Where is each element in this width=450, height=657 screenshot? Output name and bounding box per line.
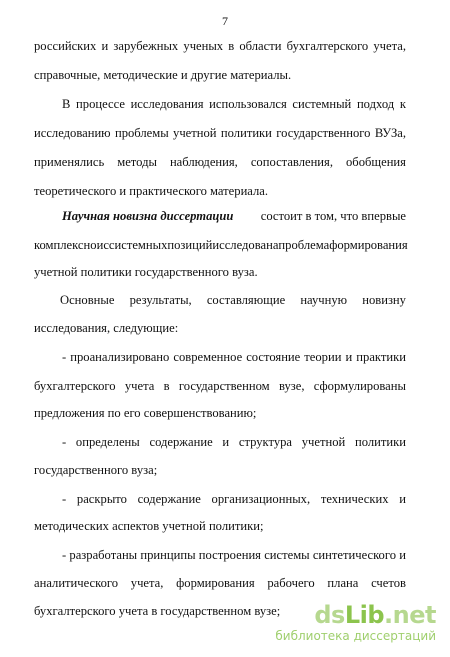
text-line-9: учетной политики государственного вуза. — [34, 265, 258, 279]
word: организационных, — [211, 492, 311, 506]
word: подход — [356, 97, 395, 111]
text-line-13 — [34, 378, 406, 394]
word: исследована — [212, 238, 279, 252]
text-line-12 — [62, 349, 406, 365]
word: системы — [264, 548, 310, 562]
text-line-6: теоретического и практического материала. — [34, 184, 269, 198]
word: учета — [124, 379, 155, 393]
logo-part-lib: Lib — [344, 601, 385, 629]
text-line-11: исследования, следующие: — [34, 321, 179, 335]
word: определены — [75, 435, 140, 449]
word: структура — [238, 435, 293, 449]
word: проблемы — [114, 126, 169, 140]
word: учета, — [130, 576, 164, 590]
word: обобщения — [346, 155, 406, 169]
text-line-16: государственного вуза; — [34, 463, 158, 477]
word: ВУЗа, — [374, 126, 406, 140]
text-line-3 — [62, 96, 406, 112]
word: - — [62, 350, 67, 364]
word: в — [163, 379, 170, 393]
word: теории — [304, 350, 342, 364]
word: сформулированы — [313, 379, 406, 393]
word: содержание — [137, 492, 201, 506]
word: области — [239, 39, 282, 53]
logo-part-net: .net — [384, 601, 436, 629]
dslib-watermark — [275, 603, 436, 643]
word: процессе — [76, 97, 125, 111]
word: проанализировано — [70, 350, 170, 364]
word: проблема — [278, 238, 330, 252]
word: использовался — [209, 97, 287, 111]
word: исследования — [130, 97, 204, 111]
word: вузе, — [278, 379, 305, 393]
word: рабочего — [267, 576, 315, 590]
word: технических — [320, 492, 389, 506]
word: результаты, — [129, 293, 192, 307]
text-line-20 — [34, 575, 406, 591]
word: комплексно — [34, 238, 97, 252]
word: современное — [173, 350, 243, 364]
word: и — [399, 492, 406, 506]
word: с — [103, 238, 109, 252]
word: государственном — [178, 379, 270, 393]
word: счетов — [371, 576, 406, 590]
page-number: 7 — [222, 14, 228, 28]
word: политики — [354, 435, 406, 449]
word: В — [62, 97, 71, 111]
word: научную — [300, 293, 348, 307]
text-line-5 — [34, 154, 406, 170]
novelty-heading: Научная новизна диссертации — [62, 209, 234, 223]
word: и — [222, 435, 230, 449]
word: российских — [34, 39, 97, 53]
word: зарубежных — [113, 39, 179, 53]
text-line-7 — [62, 208, 406, 224]
word: и — [101, 39, 109, 53]
text-line-17 — [62, 491, 406, 507]
word: применялись — [34, 155, 105, 169]
word: плана — [327, 576, 359, 590]
word: позиций — [167, 238, 213, 252]
word: содержание — [149, 435, 213, 449]
word: - — [62, 492, 67, 506]
word: в — [228, 39, 235, 53]
text-line-8 — [34, 237, 406, 253]
dslib-logo — [275, 603, 436, 627]
word: формирования — [176, 576, 255, 590]
text-line-21: бухгалтерского учета в государственном вузе; — [34, 604, 281, 618]
word: учетной — [173, 126, 217, 140]
text-line-4 — [34, 125, 406, 141]
word: ученых — [183, 39, 224, 53]
word: наблюдения, — [169, 155, 238, 169]
text-line-2: справочные, методические и другие материалы. — [34, 68, 292, 82]
word: новизну — [362, 293, 406, 307]
word: учета, — [373, 39, 406, 53]
text-line-1 — [34, 38, 406, 54]
word: бухгалтерского — [286, 39, 369, 53]
word: государственного — [276, 126, 371, 140]
word: к — [399, 97, 406, 111]
word: системный — [292, 97, 352, 111]
word: аналитического — [34, 576, 119, 590]
word: - — [62, 435, 67, 449]
word: и — [96, 238, 104, 252]
word: и — [399, 548, 406, 562]
logo-part-ds: ds — [314, 601, 345, 629]
text-line-15 — [62, 434, 406, 450]
text-line-10 — [60, 292, 406, 308]
word: учетной — [301, 435, 346, 449]
word: политики — [220, 126, 272, 140]
word: составляющие — [206, 293, 286, 307]
word: раскрыто — [76, 492, 127, 506]
word: состояние — [246, 350, 301, 364]
text-line-19 — [62, 547, 406, 563]
word: и — [345, 350, 353, 364]
word: Основные — [60, 293, 115, 307]
word: сопоставления, — [250, 155, 333, 169]
novelty-heading-tail: состоит в том, что впервые — [260, 209, 406, 223]
word: практики — [356, 350, 406, 364]
word: формирования — [329, 238, 408, 252]
word: разработаны — [69, 548, 138, 562]
dslib-subtitle: библиотека диссертаций — [275, 629, 436, 643]
word: построения — [198, 548, 261, 562]
text-line-18: методических аспектов учетной политики; — [34, 519, 264, 533]
word: системных — [108, 238, 168, 252]
word: принципы — [140, 548, 196, 562]
word: - — [62, 548, 67, 562]
word: синтетического — [312, 548, 397, 562]
word: методы — [117, 155, 157, 169]
text-line-14: предложения по его совершенствованию; — [34, 406, 257, 420]
word: бухгалтерского — [34, 379, 116, 393]
word: исследованию — [34, 126, 111, 140]
